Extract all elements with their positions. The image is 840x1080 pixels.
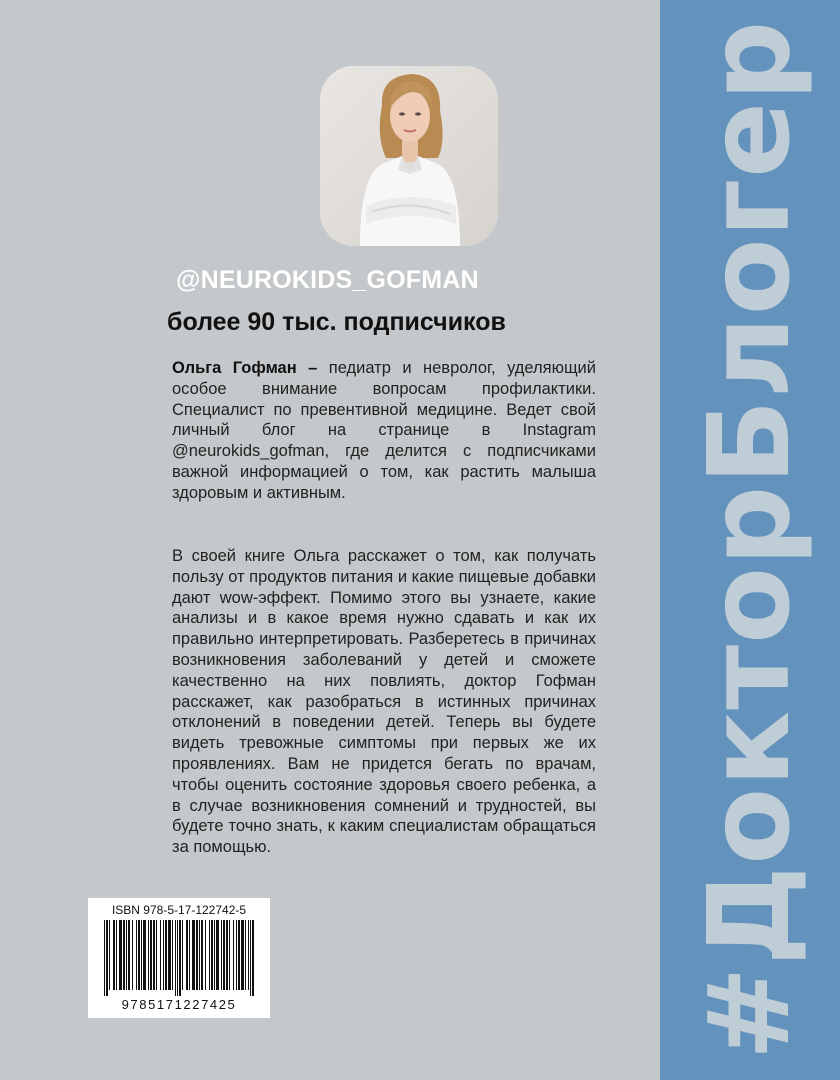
barcode-bar xyxy=(192,920,195,990)
barcode-bar xyxy=(143,920,146,990)
barcode-bar xyxy=(156,920,157,990)
barcode-bar xyxy=(113,920,115,990)
subscribers-count: более 90 тыс. подписчиков xyxy=(167,308,506,336)
barcode-bar xyxy=(106,920,108,996)
barcode-bar xyxy=(109,920,110,990)
instagram-handle: @NEUROKIDS_GOFMAN xyxy=(176,266,479,294)
barcode-bar xyxy=(241,920,244,990)
barcode-bar xyxy=(175,920,176,996)
barcode-number: 9785171227425 xyxy=(121,997,237,1012)
book-description: В своей книге Ольга расскажет о том, как получать пользу от продуктов питания и какие пищевые добавки дают wow-эффект. Помимо этого вы узнаете, какие анализы и в какое время нужно сдавать и как их правильно интерпретировать. Разберетесь в причинах возникновения заболеваний у детей и сможете качественно на них повлиять, доктор Гофман расскажет, как разобраться в истинных причинах отклонений в поведении детей. Теперь вы будете видеть тревожные симптомы при первых же их проявлениях. Вам не придется бегать по врачам, чтобы оценить состояние здоровья своего ребенка, а в случае возникновения сомнений и трудностей, вы будете точно знать, к каким специалистам обращаться за помощью. xyxy=(172,547,596,857)
barcode-bar xyxy=(160,920,161,990)
author-bio-text: педиатр и невролог, уделяющий особое внимание вопросам профилактики. Специалист по превентивной медицине. Ведет свой личный блог на странице в Instagram @neurokids_gofman, где делится с подписчиками важной информацией о том, как растить малыша здоровым и активным. xyxy=(172,359,596,502)
barcode-bar xyxy=(128,920,130,990)
barcode-bar xyxy=(119,920,122,990)
barcode-bar xyxy=(123,920,125,990)
barcode-bar xyxy=(150,920,152,990)
barcode-bar xyxy=(163,920,164,990)
barcode-bar xyxy=(201,920,203,990)
barcode-bar xyxy=(248,920,249,990)
barcode-bar xyxy=(168,920,171,990)
barcode-bar xyxy=(209,920,210,990)
barcode-bar xyxy=(153,920,155,990)
author-photo xyxy=(320,66,498,246)
barcode-bar xyxy=(226,920,228,990)
barcode-bar xyxy=(196,920,198,990)
barcode-bar xyxy=(229,920,230,990)
isbn-barcode xyxy=(88,898,270,1018)
barcode-bar xyxy=(245,920,246,990)
barcode-bar xyxy=(238,920,240,990)
author-bio xyxy=(172,358,596,504)
barcode-bar xyxy=(132,920,133,990)
barcode-bar xyxy=(136,920,137,990)
barcode-bar xyxy=(221,920,222,990)
barcode-bar xyxy=(214,920,215,990)
hashtag-title: #ДокторБлогер xyxy=(685,19,815,1061)
barcode-bar xyxy=(126,920,127,990)
barcode-bars xyxy=(104,920,254,996)
isbn-label: ISBN 978-5-17-122742-5 xyxy=(111,903,247,917)
barcode-bar xyxy=(165,920,167,990)
barcode-bar xyxy=(252,920,254,996)
barcode-bar xyxy=(189,920,190,990)
barcode-bar xyxy=(177,920,178,996)
barcode-bar xyxy=(211,920,213,990)
barcode-bar xyxy=(250,920,251,996)
barcode-bar xyxy=(236,920,237,990)
barcode-bar xyxy=(233,920,234,990)
barcode-bar xyxy=(172,920,173,990)
barcode-bar xyxy=(141,920,142,990)
barcode-bar xyxy=(104,920,105,996)
barcode-bar xyxy=(182,920,183,990)
barcode-bar xyxy=(186,920,188,990)
barcode-bar xyxy=(138,920,140,990)
barcode-bar xyxy=(199,920,200,990)
barcode-bar xyxy=(179,920,181,996)
barcode-bar xyxy=(205,920,206,990)
barcode-bar xyxy=(223,920,225,990)
barcode-bar xyxy=(216,920,219,990)
barcode-bar xyxy=(148,920,149,990)
author-name: Ольга Гофман – xyxy=(172,359,318,377)
barcode-bar xyxy=(116,920,117,990)
